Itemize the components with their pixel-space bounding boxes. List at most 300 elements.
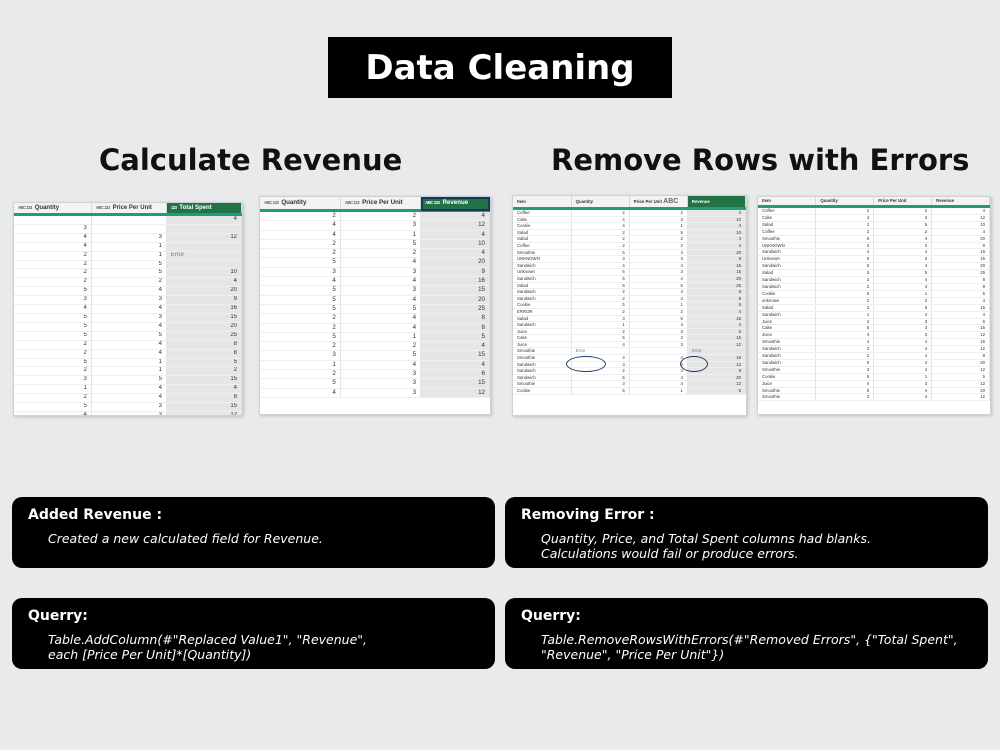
column-header-price[interactable]: ABC 123 Price Per Unit [91, 203, 166, 215]
table-cell [166, 224, 241, 233]
table-cell: 4 [166, 215, 241, 225]
table-cell: 20 [687, 249, 745, 256]
table3-body [513, 209, 746, 395]
table-cell: 2 [14, 349, 91, 358]
table-cell: Sandwich [513, 322, 571, 329]
table-cell: 2 [816, 221, 874, 228]
table-cell: 4 [629, 322, 687, 329]
table-cell: 4 [421, 249, 490, 258]
table-with-errors [512, 195, 747, 416]
table-cell: Smoothie [513, 249, 571, 256]
table-row [513, 236, 746, 243]
table-cell: Cookie [513, 388, 571, 395]
table-row [14, 340, 242, 349]
table-cell: 20 [687, 275, 745, 282]
table-cell: 20 [421, 258, 490, 267]
table-cell: Sandwich [758, 359, 816, 366]
table-row [14, 215, 242, 225]
table-cell: 15 [687, 315, 745, 322]
table-cell: 5 [629, 315, 687, 322]
column-header-quantity[interactable]: ABC 123 Quantity [260, 197, 340, 211]
table-cell: 12 [932, 214, 990, 221]
table-cell: Smoothie [758, 394, 816, 401]
table-row [758, 332, 990, 339]
table-cell: 4 [166, 278, 241, 287]
table-cell: 9 [687, 256, 745, 263]
table-cell: Salad [758, 304, 816, 311]
table-cell: 4 [260, 388, 340, 397]
table-row [758, 339, 990, 346]
table-cell: Sandwich [513, 275, 571, 282]
table-row [513, 302, 746, 309]
table-cell: 20 [421, 295, 490, 304]
table-cell: 8 [166, 349, 241, 358]
table-cell: 3 [91, 411, 166, 416]
table-row [260, 370, 490, 379]
table-row [260, 230, 490, 239]
table-cell: 3 [340, 379, 420, 388]
type-icon: ABC 123 [95, 205, 110, 210]
table-cell: Salad [513, 282, 571, 289]
table-cell: 4 [340, 360, 420, 369]
table-cell: 15 [687, 335, 745, 342]
table-cell: 16 [687, 262, 745, 269]
table-cell: 4 [629, 381, 687, 388]
table-cell: 5 [14, 331, 91, 340]
table4-body [758, 207, 990, 401]
table-cell: 9 [421, 267, 490, 276]
table-cell: 2 [340, 211, 420, 221]
table-row [14, 349, 242, 358]
table-cell: 3 [14, 376, 91, 385]
table-row [758, 249, 990, 256]
table-row [14, 287, 242, 296]
box-body: Table.RemoveRowsWithErrors(#"Removed Errors", {"Total Spent", "Revenue", "Price Per Unit"}) [541, 632, 958, 662]
table-cell: Juice [758, 380, 816, 387]
table-cell: 9 [932, 242, 990, 249]
table-cell: 3 [816, 366, 874, 373]
table-row [513, 335, 746, 342]
box-body: Table.AddColumn(#"Replaced Value1", "Revenue", each [Price Per Unit]*[Quantity]) [48, 632, 367, 662]
table-row [260, 360, 490, 369]
column-header-revenue[interactable]: ABC 123 Revenue [421, 197, 490, 211]
table-cell: 15 [932, 304, 990, 311]
table-cell: 5 [14, 403, 91, 412]
table-cell: 3 [816, 304, 874, 311]
table-row [758, 221, 990, 228]
table-row [758, 373, 990, 380]
table-cell: 5 [816, 235, 874, 242]
table-row [758, 366, 990, 373]
table-row [758, 346, 990, 353]
table-cell: 2 [571, 236, 629, 243]
table-cell: 4 [874, 277, 932, 284]
table-cell: Sandwich [758, 353, 816, 360]
table-cell: 1 [340, 332, 420, 341]
table-cell: 1 [629, 302, 687, 309]
table-cell: 3 [629, 256, 687, 263]
table-cell: 1 [91, 367, 166, 376]
type-icon: ABC 123 [344, 200, 360, 205]
table-cell: 25 [687, 282, 745, 289]
table-cell: 5 [340, 239, 420, 248]
column-header-item[interactable]: Item [513, 196, 571, 209]
table-cell: 4 [874, 387, 932, 394]
table-row [14, 251, 242, 260]
table-cell: Sandwich [513, 374, 571, 381]
table-cell: 4 [14, 242, 91, 251]
table-cell: 4 [91, 340, 166, 349]
table-cell: Cake [513, 216, 571, 223]
table-cell: 10 [421, 239, 490, 248]
table-cell: 4 [874, 235, 932, 242]
table-cell: Sandwich [513, 361, 571, 368]
column-header-price[interactable]: Price Per Unit ABC [629, 196, 687, 209]
table1-body [14, 215, 242, 417]
table-cell: Coffee [758, 207, 816, 215]
table-cell [14, 215, 91, 225]
table-cell: 4 [91, 305, 166, 314]
table-cell: 5 [687, 388, 745, 395]
table-cell: 8 [421, 314, 490, 323]
table-cell: 2 [629, 209, 687, 217]
table-cell: 3 [629, 335, 687, 342]
type-icon: ABC 123 [18, 205, 32, 210]
table-cell: 16 [421, 277, 490, 286]
table-cell: Salad [513, 315, 571, 322]
table-cell: 4 [571, 223, 629, 230]
table-cell: 4 [932, 311, 990, 318]
table-cell: 8 [932, 283, 990, 290]
table-cell: 9 [166, 296, 241, 305]
table-cell: 5 [816, 256, 874, 263]
table-cell: 3 [816, 346, 874, 353]
table-row [260, 332, 490, 341]
table-cell: 4 [816, 214, 874, 221]
table-cell: 20 [932, 263, 990, 270]
table-cell: 4 [340, 295, 420, 304]
query-add-column-box [12, 598, 495, 669]
column-header-total-spent[interactable]: 123 Total Spent [166, 203, 241, 215]
table-cell: 5 [91, 260, 166, 269]
table-cell: 2 [816, 353, 874, 360]
table-cell: 20 [932, 235, 990, 242]
table-row [14, 385, 242, 394]
table-row [758, 270, 990, 277]
table-row [14, 278, 242, 287]
table-cell: 1 [571, 322, 629, 329]
table-cell: 20 [166, 287, 241, 296]
table-cell: 2 [14, 260, 91, 269]
table-cell: 3 [874, 318, 932, 325]
table-cell: Cookie [758, 290, 816, 297]
table-cell: 2 [260, 211, 340, 221]
table-row [260, 388, 490, 397]
table-cell: 4 [874, 353, 932, 360]
table-cell: 4 [629, 368, 687, 375]
table-cell: 3 [629, 328, 687, 335]
table-row [513, 381, 746, 388]
type-icon: 123 [170, 205, 177, 210]
column-header-price[interactable]: ABC 123 Price Per Unit [340, 197, 420, 211]
table-cell: 3 [340, 370, 420, 379]
table-cell: 5 [260, 258, 340, 267]
type-icon: ABC 123 [425, 200, 440, 205]
table-cell: Sandwich [513, 289, 571, 296]
table-cell: 4 [421, 230, 490, 239]
table-cell: 2 [571, 229, 629, 236]
table-cell: 3 [340, 286, 420, 295]
table-cell: Smoothie [758, 387, 816, 394]
table-cell: 3 [571, 381, 629, 388]
table-row [14, 296, 242, 305]
table-cell: 5 [874, 221, 932, 228]
table-cell: 20 [166, 322, 241, 331]
table-cell: 1 [91, 242, 166, 251]
table-row [14, 358, 242, 367]
table-row [14, 224, 242, 233]
table-cell: Sandwich [513, 295, 571, 302]
table-cell: 1 [91, 358, 166, 367]
table-cell: Salad [513, 229, 571, 236]
calculate-revenue-heading: Calculate Revenue [99, 143, 403, 177]
table-cell: 1 [629, 388, 687, 395]
table-cell [629, 348, 687, 355]
table-cell: 3 [874, 214, 932, 221]
table-row [260, 221, 490, 230]
table-row [513, 269, 746, 276]
table-cell: 5 [571, 275, 629, 282]
table-cell: 1 [629, 223, 687, 230]
table-cell: 1 [14, 385, 91, 394]
table-cell: 4 [932, 207, 990, 215]
table-cell: 5 [14, 287, 91, 296]
table-cell: 12 [687, 381, 745, 388]
table-cell: Sandwich [758, 249, 816, 256]
table-cell: 4 [629, 355, 687, 362]
table-cell: 3 [340, 267, 420, 276]
table-cell: 5 [932, 373, 990, 380]
table-cell: 4 [340, 323, 420, 332]
table-cell: 2 [629, 308, 687, 315]
table-cell: 3 [340, 221, 420, 230]
table-cell: 5 [874, 270, 932, 277]
table-row [513, 262, 746, 269]
table-row [758, 290, 990, 297]
table-cell: 8 [687, 295, 745, 302]
table-row [14, 260, 242, 269]
table-cell: 12 [932, 332, 990, 339]
table-row [260, 286, 490, 295]
table-cell: Sandwich [758, 283, 816, 290]
table-row [260, 211, 490, 221]
table-cell: 5 [816, 359, 874, 366]
column-header-item[interactable]: Item [758, 197, 816, 207]
table-cell: Unknown [758, 256, 816, 263]
added-revenue-box [12, 497, 495, 568]
table-cell: 2 [260, 323, 340, 332]
table2-body [260, 211, 490, 398]
table-cell: 20 [932, 387, 990, 394]
table-cell: UNKNOWN [758, 242, 816, 249]
table-row [14, 233, 242, 242]
table-cell: Sandwich [758, 263, 816, 270]
table-cell: 4 [14, 411, 91, 416]
column-header-revenue[interactable]: Revenue [932, 197, 990, 207]
table-cell: 3 [91, 313, 166, 322]
table-cell: 12 [166, 233, 241, 242]
table-row [758, 283, 990, 290]
table-cell: 3 [14, 296, 91, 305]
table-cell: 2 [816, 228, 874, 235]
table-row [758, 235, 990, 242]
table-cell: 3 [14, 224, 91, 233]
table-cell: 4 [571, 355, 629, 362]
table-cell: 4 [874, 359, 932, 366]
column-header-quantity[interactable]: Quantity [816, 197, 874, 207]
table-row [14, 313, 242, 322]
table-cell: Cookie [758, 373, 816, 380]
table-row [758, 304, 990, 311]
table-cell: 2 [340, 342, 420, 351]
table-cell: 16 [932, 249, 990, 256]
table-cell: 2 [874, 228, 932, 235]
table-cell: Smoothie [758, 366, 816, 373]
table-row [260, 379, 490, 388]
table-cell: 3 [91, 233, 166, 242]
table-row [513, 308, 746, 315]
table-cell: 2 [571, 209, 629, 217]
table-cell: 2 [816, 318, 874, 325]
box-title: Querry: [28, 608, 88, 624]
table-cell: unknown [758, 297, 816, 304]
table-cell: 4 [91, 385, 166, 394]
table-cell: 15 [166, 313, 241, 322]
table-row [758, 256, 990, 263]
table-row [260, 323, 490, 332]
error-highlight-circle [680, 356, 708, 372]
removing-error-box [505, 497, 988, 568]
table-cell: 8 [687, 289, 745, 296]
table-cell: 3 [816, 242, 874, 249]
table-cell: 4 [629, 295, 687, 302]
table-row [14, 403, 242, 412]
table-cell: 15 [421, 286, 490, 295]
table-cell: 1 [260, 360, 340, 369]
table-cell: 4 [260, 230, 340, 239]
table-cell: 8 [166, 394, 241, 403]
table-cell: Juice [513, 328, 571, 335]
table-cell: Sandwich [513, 262, 571, 269]
table-cell: 5 [14, 322, 91, 331]
table-cell: 4 [629, 262, 687, 269]
column-header-revenue[interactable]: Revenue [687, 196, 745, 209]
table-cell: 2 [14, 394, 91, 403]
table-cell: Coffee [513, 242, 571, 249]
table-row [758, 311, 990, 318]
table-cell: 4 [874, 339, 932, 346]
table-row [758, 387, 990, 394]
table-cell: 12 [932, 394, 990, 401]
table-row [513, 295, 746, 302]
column-header-price[interactable]: Price Per Unit [874, 197, 932, 207]
table-cell: 4 [687, 223, 745, 230]
table-cell: 4 [687, 308, 745, 315]
table-cell: Salad [513, 236, 571, 243]
table-cell: 4 [816, 249, 874, 256]
table-cell: 5 [571, 269, 629, 276]
table-cell: 4 [874, 249, 932, 256]
error-highlight-circle [566, 356, 606, 372]
table-cell: 1 [340, 230, 420, 239]
table-row [14, 376, 242, 385]
table-cell: 3 [91, 403, 166, 412]
column-header-quantity[interactable]: ABC 123 Quantity [14, 203, 91, 215]
table-cell: 12 [166, 411, 241, 416]
table-cell: 15 [166, 403, 241, 412]
table-cell: Coffee [758, 228, 816, 235]
table-cell: 2 [571, 242, 629, 249]
table-cell: 3 [91, 296, 166, 305]
column-header-quantity[interactable]: Quantity [571, 196, 629, 209]
table-cell: 3 [874, 256, 932, 263]
table-cell: 5 [91, 269, 166, 278]
table-cell: 3 [874, 332, 932, 339]
table-cell: Sandwich [758, 311, 816, 318]
table-cell: Cake [758, 325, 816, 332]
table-cell: 2 [571, 368, 629, 375]
table-cell: 4 [816, 380, 874, 387]
table-row [14, 242, 242, 251]
table-row [758, 242, 990, 249]
table-cell: Error [687, 348, 745, 355]
table-cell: Smoothie [758, 235, 816, 242]
table-cell: 16 [932, 339, 990, 346]
table-row [513, 256, 746, 263]
table-row [758, 277, 990, 284]
table-cell: 20 [932, 359, 990, 366]
table-cell: 1 [91, 251, 166, 260]
table-row [260, 267, 490, 276]
table-cell: 5 [571, 388, 629, 395]
table-cell: 4 [571, 341, 629, 348]
table-cell: 3 [340, 388, 420, 397]
table-cell: 4 [14, 305, 91, 314]
table-row [513, 361, 746, 368]
table-errors-removed [757, 196, 991, 415]
table-cell: 4 [629, 374, 687, 381]
table-row [758, 297, 990, 304]
table-cell: 2 [816, 277, 874, 284]
table-cell: Sandwich [513, 368, 571, 375]
table-row [513, 368, 746, 375]
table-cell: 4 [874, 366, 932, 373]
table-cell: 5 [816, 263, 874, 270]
table-cell: UNKNOWN [513, 256, 571, 263]
table-row [758, 318, 990, 325]
table-row [260, 304, 490, 313]
table-cell: 15 [421, 351, 490, 360]
table-row [758, 263, 990, 270]
table-cell: 5 [91, 331, 166, 340]
table-cell: 4 [571, 216, 629, 223]
table-cell: 2 [629, 236, 687, 243]
table-cell: Sandwich [758, 346, 816, 353]
table-cell: 4 [687, 209, 745, 217]
table-cell: 4 [260, 221, 340, 230]
table-cell: 2 [874, 297, 932, 304]
table-row [758, 325, 990, 332]
